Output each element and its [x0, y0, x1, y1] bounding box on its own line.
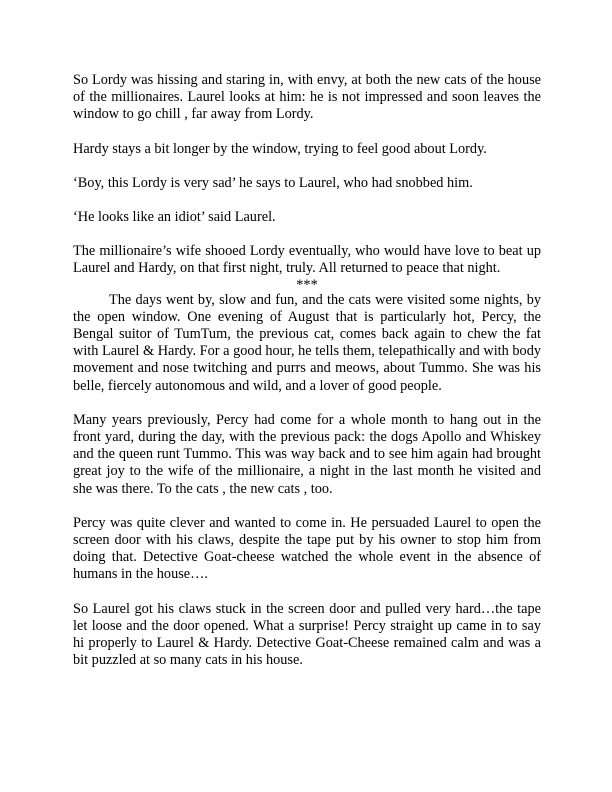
- paragraph-days-went-by: The days went by, slow and fun, and the cats were visited some nights, by the open window. One evening of August that is particularly hot, Percy, the Bengal suitor of TumTum, the previous cat, comes back again to chew the fat with Laurel & Hardy. For a good hour, he tells them, telepathically and with body movement and nose twitching and purrs and meows, about Tummo. She was his belle, fiercely autonomous and wild, and a lover of good people.: [73, 291, 541, 394]
- paragraph-lordy-hissing: So Lordy was hissing and staring in, with envy, at both the new cats of the house of the millionaires. Laurel looks at him: he is not impressed and soon leaves the window to go chill , far away from Lordy.: [73, 72, 541, 123]
- paragraph-wife-shooed-lordy: The millionaire’s wife shooed Lordy eventually, who would have love to beat up Laurel and Hardy, on that first night, truly. All returned to peace that night.: [73, 243, 541, 277]
- paragraph-hardy-stays: Hardy stays a bit longer by the window, trying to feel good about Lordy.: [73, 140, 487, 157]
- paragraph-looks-like-idiot: ‘He looks like an idiot’ said Laurel.: [73, 209, 276, 226]
- paragraph-boy-lordy-sad: ‘Boy, this Lordy is very sad’ he says to Laurel, who had snobbed him.: [73, 174, 473, 191]
- paragraph-claws-stuck: So Laurel got his claws stuck in the screen door and pulled very hard…the tape let loose and the door opened. What a surprise! Percy straight up came in to say hi properly to Laurel & Hardy. Detective Goat-Cheese remained calm and was a bit puzzled at so many cats in his house.: [73, 600, 541, 669]
- document-page: [73, 72, 541, 686]
- section-separator: ***: [296, 276, 318, 293]
- paragraph-percy-clever: Percy was quite clever and wanted to come in. He persuaded Laurel to open the screen door with his claws, despite the tape put by his owner to stop him from doing that. Detective Goat-cheese watched the whole event in the absence of humans in the house….: [73, 514, 541, 583]
- paragraph-many-years-previously: Many years previously, Percy had come for a whole month to hang out in the front yard, during the day, with the previous pack: the dogs Apollo and Whiskey and the queen runt Tummo. This was way back and to see him again had brought great joy to the wife of the millionaire, a night in the last month he visited and she was there. To the cats , the new cats , too.: [73, 411, 541, 497]
